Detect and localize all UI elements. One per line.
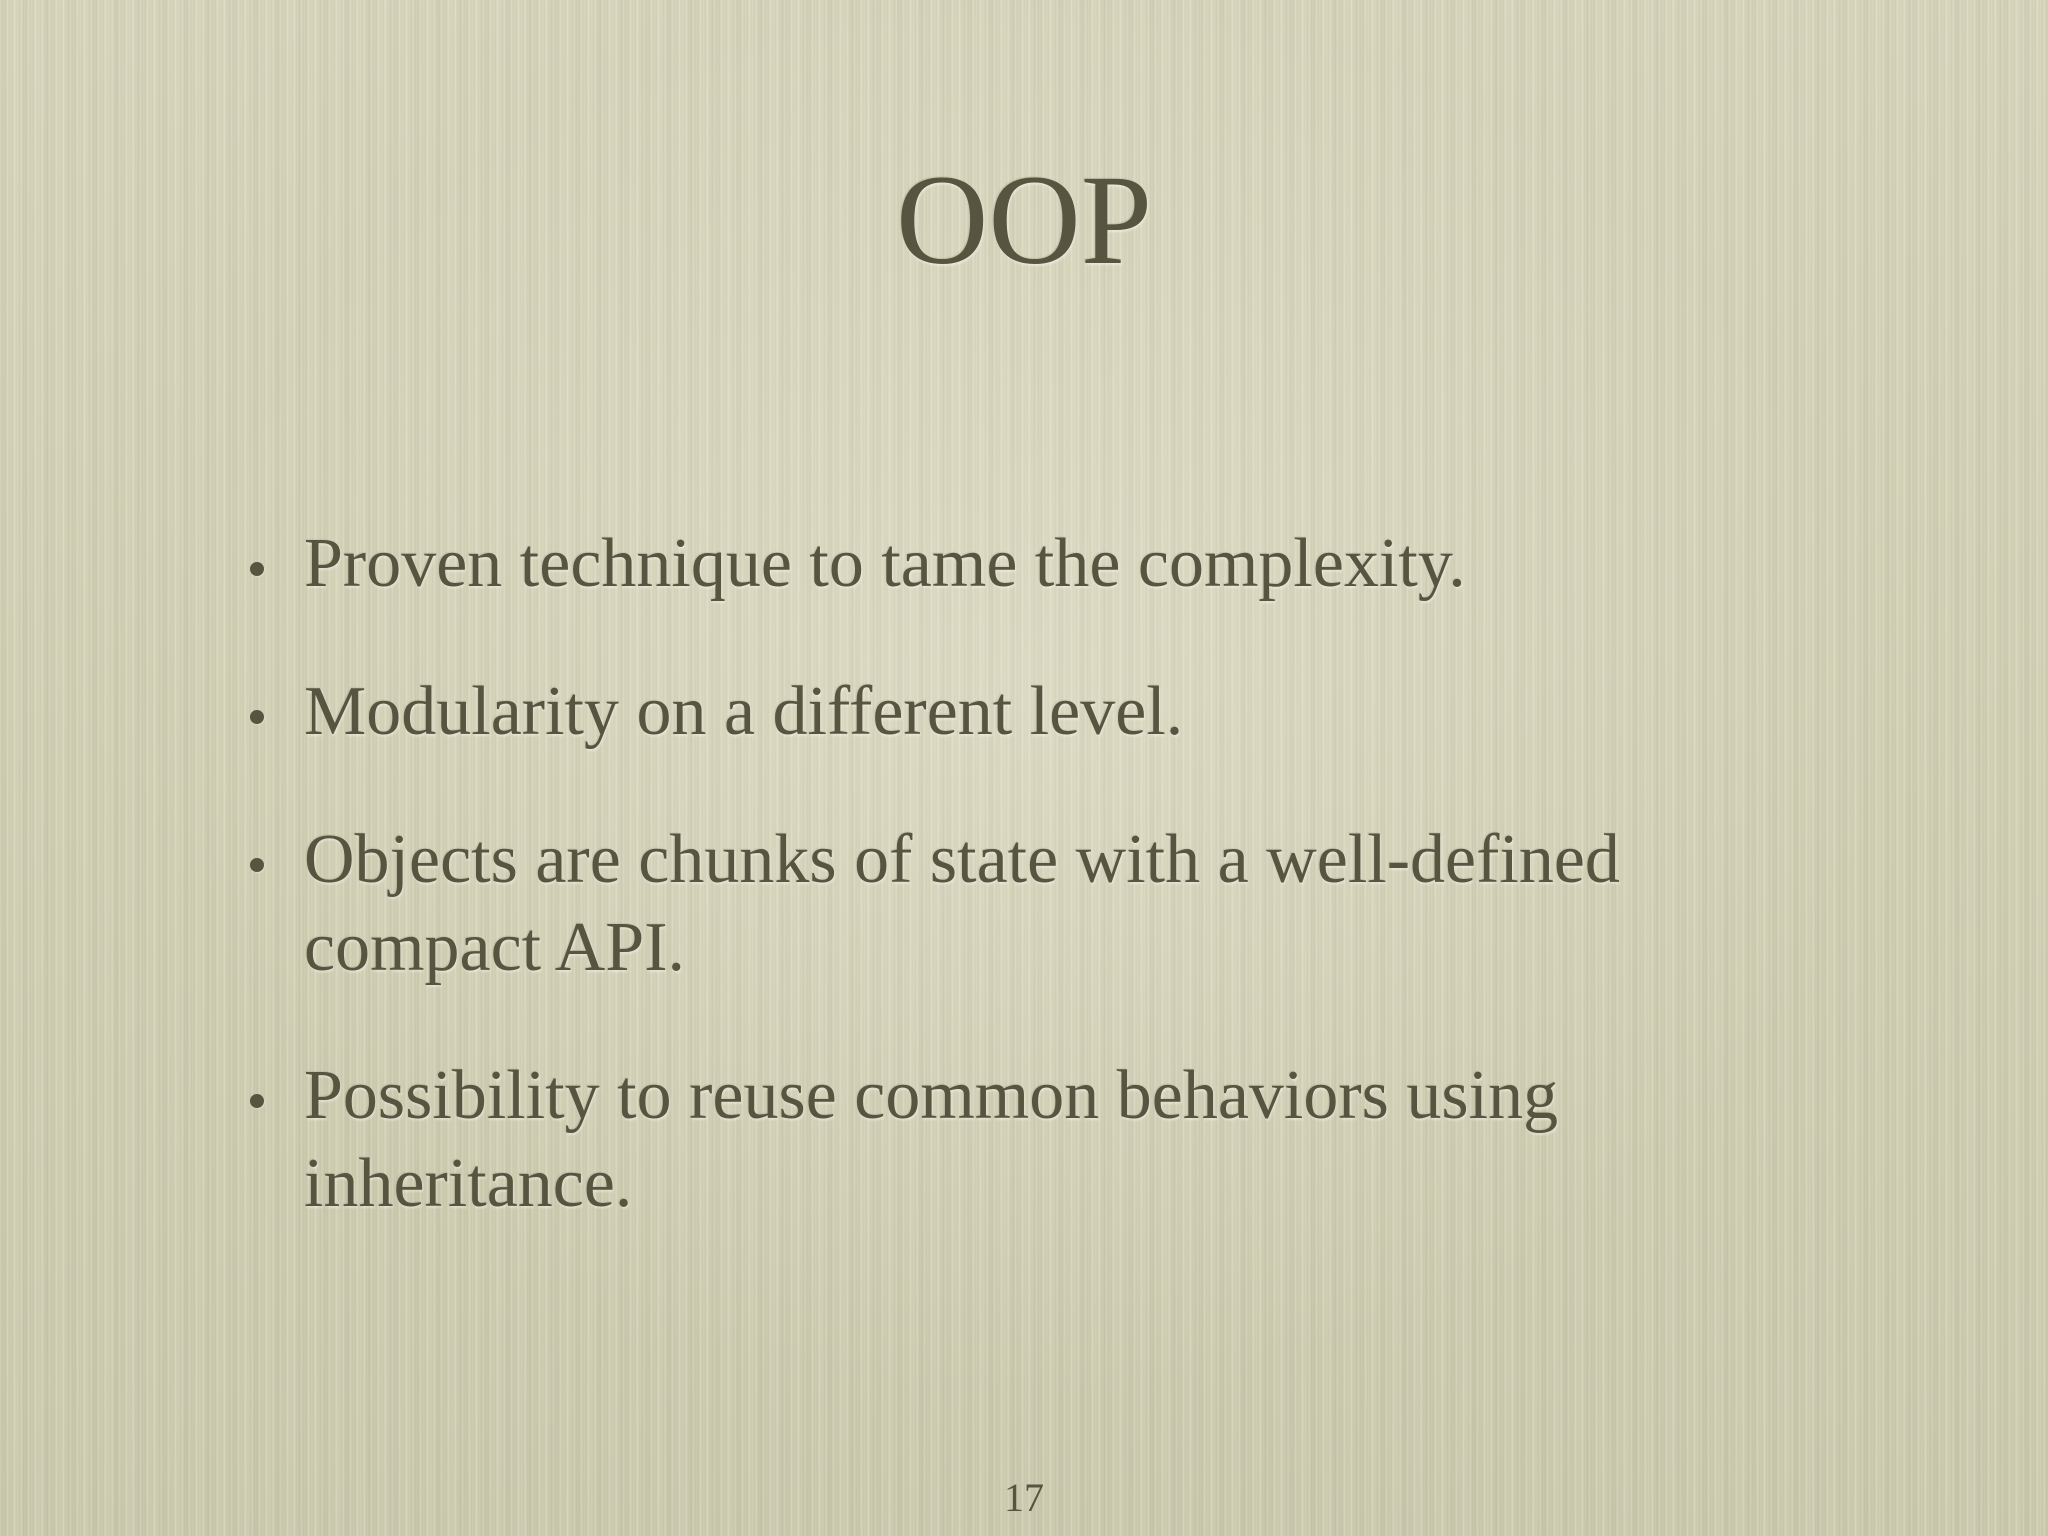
bullet-item	[250, 1052, 1870, 1228]
bullet-list	[250, 520, 1870, 1288]
bullet-item	[250, 816, 1870, 992]
bullet-icon	[250, 858, 264, 872]
bullet-text: Objects are chunks of state with a well-defined compact API.	[304, 821, 1620, 986]
page-number: 17	[1004, 1475, 1044, 1520]
bullet-icon	[250, 562, 264, 576]
bullet-item	[250, 668, 1870, 756]
bullet-text: Proven technique to tame the complexity.	[304, 525, 1466, 602]
bullet-text: Possibility to reuse common behaviors using inheritance.	[304, 1057, 1559, 1222]
bullet-text: Modularity on a different level.	[304, 673, 1184, 750]
bullet-item	[250, 520, 1870, 608]
bullet-icon	[250, 1094, 264, 1108]
bullet-icon	[250, 710, 264, 724]
slide-title: OOP	[895, 149, 1153, 291]
